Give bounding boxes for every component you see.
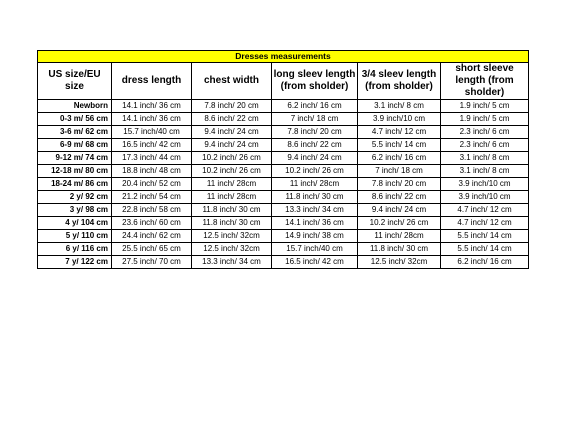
table-row <box>38 152 529 165</box>
cell-three-quarter-sleeve: 4.7 inch/ 12 cm <box>358 126 441 139</box>
cell-long-sleeve: 15.7 inch/40 cm <box>272 243 358 256</box>
cell-three-quarter-sleeve: 7 inch/ 18 cm <box>358 165 441 178</box>
cell-short-sleeve: 4.7 inch/ 12 cm <box>441 217 529 230</box>
cell-dress-length: 23.6 inch/ 60 cm <box>112 217 192 230</box>
cell-three-quarter-sleeve: 3.9 inch/10 cm <box>358 113 441 126</box>
cell-long-sleeve: 13.3 inch/ 34 cm <box>272 204 358 217</box>
cell-long-sleeve: 10.2 inch/ 26 cm <box>272 165 358 178</box>
cell-size: 3-6 m/ 62 cm <box>38 126 112 139</box>
cell-chest-width: 10.2 inch/ 26 cm <box>192 152 272 165</box>
cell-chest-width: 11 inch/ 28cm <box>192 178 272 191</box>
cell-size: 9-12 m/ 74 cm <box>38 152 112 165</box>
cell-dress-length: 17.3 inch/ 44 cm <box>112 152 192 165</box>
cell-long-sleeve: 14.1 inch/ 36 cm <box>272 217 358 230</box>
cell-chest-width: 8.6 inch/ 22 cm <box>192 113 272 126</box>
cell-short-sleeve: 3.9 inch/10 cm <box>441 178 529 191</box>
cell-size: 2 y/ 92 cm <box>38 191 112 204</box>
cell-three-quarter-sleeve: 11.8 inch/ 30 cm <box>358 243 441 256</box>
table-row <box>38 100 529 113</box>
header-row <box>38 63 529 100</box>
table-row <box>38 256 529 269</box>
cell-dress-length: 14.1 inch/ 36 cm <box>112 113 192 126</box>
cell-short-sleeve: 4.7 inch/ 12 cm <box>441 204 529 217</box>
cell-dress-length: 21.2 inch/ 54 cm <box>112 191 192 204</box>
cell-dress-length: 15.7 inch/40 cm <box>112 126 192 139</box>
cell-three-quarter-sleeve: 7.8 inch/ 20 cm <box>358 178 441 191</box>
cell-three-quarter-sleeve: 3.1 inch/ 8 cm <box>358 100 441 113</box>
cell-chest-width: 11 inch/ 28cm <box>192 191 272 204</box>
cell-dress-length: 18.8 inch/ 48 cm <box>112 165 192 178</box>
title-row <box>38 51 529 63</box>
cell-long-sleeve: 7.8 inch/ 20 cm <box>272 126 358 139</box>
cell-three-quarter-sleeve: 12.5 inch/ 32cm <box>358 256 441 269</box>
table-row <box>38 139 529 152</box>
header-long-sleeve: long sleev length (from sholder) <box>272 63 358 100</box>
cell-chest-width: 10.2 inch/ 26 cm <box>192 165 272 178</box>
cell-size: 5 y/ 110 cm <box>38 230 112 243</box>
table-title: Dresses measurements <box>38 51 529 63</box>
cell-short-sleeve: 3.9 inch/10 cm <box>441 191 529 204</box>
cell-size: 7 y/ 122 cm <box>38 256 112 269</box>
cell-size: 12-18 m/ 80 cm <box>38 165 112 178</box>
cell-size: 6 y/ 116 cm <box>38 243 112 256</box>
cell-short-sleeve: 6.2 inch/ 16 cm <box>441 256 529 269</box>
cell-short-sleeve: 1.9 inch/ 5 cm <box>441 100 529 113</box>
cell-dress-length: 25.5 inch/ 65 cm <box>112 243 192 256</box>
cell-size: 3 y/ 98 cm <box>38 204 112 217</box>
cell-three-quarter-sleeve: 8.6 inch/ 22 cm <box>358 191 441 204</box>
table-row <box>38 113 529 126</box>
cell-chest-width: 9.4 inch/ 24 cm <box>192 139 272 152</box>
table-row <box>38 126 529 139</box>
cell-long-sleeve: 14.9 inch/ 38 cm <box>272 230 358 243</box>
table-body <box>38 100 529 269</box>
cell-dress-length: 22.8 inch/ 58 cm <box>112 204 192 217</box>
cell-short-sleeve: 2.3 inch/ 6 cm <box>441 126 529 139</box>
cell-dress-length: 24.4 inch/ 62 cm <box>112 230 192 243</box>
cell-dress-length: 14.1 inch/ 36 cm <box>112 100 192 113</box>
cell-size: 0-3 m/ 56 cm <box>38 113 112 126</box>
cell-long-sleeve: 6.2 inch/ 16 cm <box>272 100 358 113</box>
cell-short-sleeve: 3.1 inch/ 8 cm <box>441 165 529 178</box>
cell-chest-width: 7.8 inch/ 20 cm <box>192 100 272 113</box>
cell-three-quarter-sleeve: 5.5 inch/ 14 cm <box>358 139 441 152</box>
cell-chest-width: 11.8 inch/ 30 cm <box>192 204 272 217</box>
cell-dress-length: 27.5 inch/ 70 cm <box>112 256 192 269</box>
header-three-quarter-sleeve: 3/4 sleev length (from sholder) <box>358 63 441 100</box>
cell-short-sleeve: 5.5 inch/ 14 cm <box>441 243 529 256</box>
cell-dress-length: 16.5 inch/ 42 cm <box>112 139 192 152</box>
measurements-sheet <box>37 50 528 269</box>
cell-size: 18-24 m/ 86 cm <box>38 178 112 191</box>
cell-dress-length: 20.4 inch/ 52 cm <box>112 178 192 191</box>
cell-chest-width: 12.5 inch/ 32cm <box>192 230 272 243</box>
table-row <box>38 230 529 243</box>
cell-size: 4 y/ 104 cm <box>38 217 112 230</box>
table-row <box>38 178 529 191</box>
cell-short-sleeve: 2.3 inch/ 6 cm <box>441 139 529 152</box>
cell-long-sleeve: 11 inch/ 28cm <box>272 178 358 191</box>
cell-chest-width: 13.3 inch/ 34 cm <box>192 256 272 269</box>
table-row <box>38 204 529 217</box>
cell-long-sleeve: 16.5 inch/ 42 cm <box>272 256 358 269</box>
table-row <box>38 217 529 230</box>
cell-chest-width: 9.4 inch/ 24 cm <box>192 126 272 139</box>
cell-three-quarter-sleeve: 11 inch/ 28cm <box>358 230 441 243</box>
cell-long-sleeve: 9.4 inch/ 24 cm <box>272 152 358 165</box>
table-row <box>38 243 529 256</box>
cell-size: 6-9 m/ 68 cm <box>38 139 112 152</box>
table-row <box>38 165 529 178</box>
cell-three-quarter-sleeve: 10.2 inch/ 26 cm <box>358 217 441 230</box>
cell-chest-width: 11.8 inch/ 30 cm <box>192 217 272 230</box>
header-dress-length: dress length <box>112 63 192 100</box>
cell-three-quarter-sleeve: 9.4 inch/ 24 cm <box>358 204 441 217</box>
cell-chest-width: 12.5 inch/ 32cm <box>192 243 272 256</box>
cell-three-quarter-sleeve: 6.2 inch/ 16 cm <box>358 152 441 165</box>
header-chest-width: chest width <box>192 63 272 100</box>
cell-short-sleeve: 1.9 inch/ 5 cm <box>441 113 529 126</box>
table-row <box>38 191 529 204</box>
cell-long-sleeve: 7 inch/ 18 cm <box>272 113 358 126</box>
cell-short-sleeve: 5.5 inch/ 14 cm <box>441 230 529 243</box>
cell-long-sleeve: 11.8 inch/ 30 cm <box>272 191 358 204</box>
dress-measurements-table <box>37 50 529 269</box>
header-size: US size/EU size <box>38 63 112 100</box>
header-short-sleeve: short sleeve length (from sholder) <box>441 63 529 100</box>
cell-long-sleeve: 8.6 inch/ 22 cm <box>272 139 358 152</box>
cell-size: Newborn <box>38 100 112 113</box>
cell-short-sleeve: 3.1 inch/ 8 cm <box>441 152 529 165</box>
